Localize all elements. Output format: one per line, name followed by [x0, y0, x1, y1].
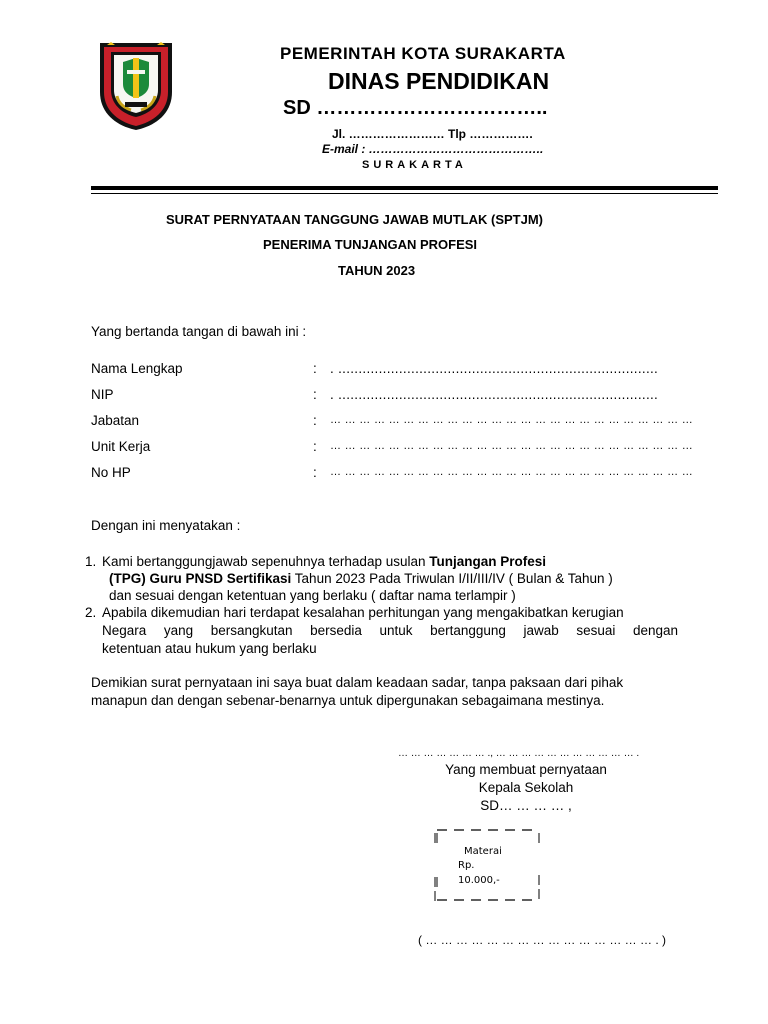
field-label-nama: Nama Lengkap: [91, 361, 183, 376]
materai-currency: Rp.: [458, 860, 475, 871]
item1-line3: dan sesuai dengan ketentuan yang berlaku ( daftar nama terlampir ): [109, 588, 516, 603]
field-colon: :: [313, 439, 317, 454]
kop-pemerintah: PEMERINTAH KOTA SURAKARTA: [280, 44, 566, 63]
kop-alamat: Jl. …………………… Tlp …………….: [332, 127, 533, 141]
item-number: 2.: [85, 605, 97, 620]
materai-amount: 10.000,-: [458, 875, 500, 886]
letterhead-rule: [91, 186, 718, 190]
signer-position: Kepala Sekolah: [478, 780, 574, 795]
signer-school: SD… … … … ,: [480, 798, 572, 813]
field-value-jabatan: … … … … … … … … … … … … … … … … … … … … … … … … …: [330, 414, 694, 426]
surakarta-emblem-icon: [97, 40, 175, 132]
closing-line1: Demikian surat pernyataan ini saya buat dalam keadaan sadar, tanpa paksaan dari pihak: [91, 675, 624, 690]
field-value-nama: . ...............................................................................: [330, 361, 659, 376]
field-colon: :: [313, 361, 317, 376]
closing-line2: manapun dan dengan sebenar-benarnya untuk dipergunakan sebagaimana mestinya.: [91, 693, 605, 708]
item1-line1: Kami bertanggungjawab sepenuhnya terhadap usulan Tunjangan Profesi: [102, 554, 547, 569]
field-colon: :: [313, 465, 317, 480]
field-value-nip: . ...............................................................................: [330, 387, 659, 402]
kop-email: E-mail : ……………………………………..: [322, 142, 544, 156]
field-label-jabatan: Jabatan: [91, 413, 140, 428]
kop-sekolah: SD ……………………………..: [283, 97, 548, 119]
title-line-2: PENERIMA TUNJANGAN PROFESI: [263, 237, 478, 252]
field-value-unit-kerja: … … … … … … … … … … … … … … … … … … … … … … … … …: [330, 440, 694, 452]
item2-line2: Negara yang bersangkutan bersedia untuk bertanggung jawab sesuai dengan: [102, 623, 678, 638]
field-label-nip: NIP: [91, 387, 114, 402]
item1-line2: (TPG) Guru PNSD Sertifikasi Tahun 2023 Pada Triwulan I/II/III/IV ( Bulan & Tahun ): [109, 571, 613, 586]
item2-line1: Apabila dikemudian hari terdapat kesalahan perhitungan yang mengakibatkan kerugian: [102, 605, 624, 620]
field-label-no-hp: No HP: [91, 465, 131, 480]
kop-kota: SURAKARTA: [362, 159, 467, 171]
signer-title: Yang membuat pernyataan: [445, 762, 607, 777]
field-label-unit-kerja: Unit Kerja: [91, 439, 151, 454]
field-colon: :: [313, 413, 317, 428]
field-colon: :: [313, 387, 317, 402]
materai-label: Materai: [464, 846, 502, 857]
signer-name: ( … … … … … … … … … … … … … … … . ): [418, 933, 667, 947]
item-number: 1.: [85, 554, 97, 569]
item2-line3: ketentuan atau hukum yang berlaku: [102, 641, 317, 656]
kop-dinas: DINAS PENDIDIKAN: [328, 68, 550, 94]
place-date: … … … … … … … ., … … … … … … … … … … … .: [398, 748, 640, 759]
declare-intro: Dengan ini menyatakan :: [91, 518, 241, 533]
materai-stamp-placeholder: [433, 827, 543, 903]
intro-text: Yang bertanda tangan di bawah ini :: [91, 324, 307, 339]
field-value-no-hp: … … … … … … … … … … … … … … … … … … … … … … … … …: [330, 466, 694, 478]
letterhead-rule-thin: [91, 193, 718, 194]
title-line-1: SURAT PERNYATAAN TANGGUNG JAWAB MUTLAK (SPTJM): [166, 212, 543, 227]
title-line-3: TAHUN 2023: [338, 263, 416, 278]
